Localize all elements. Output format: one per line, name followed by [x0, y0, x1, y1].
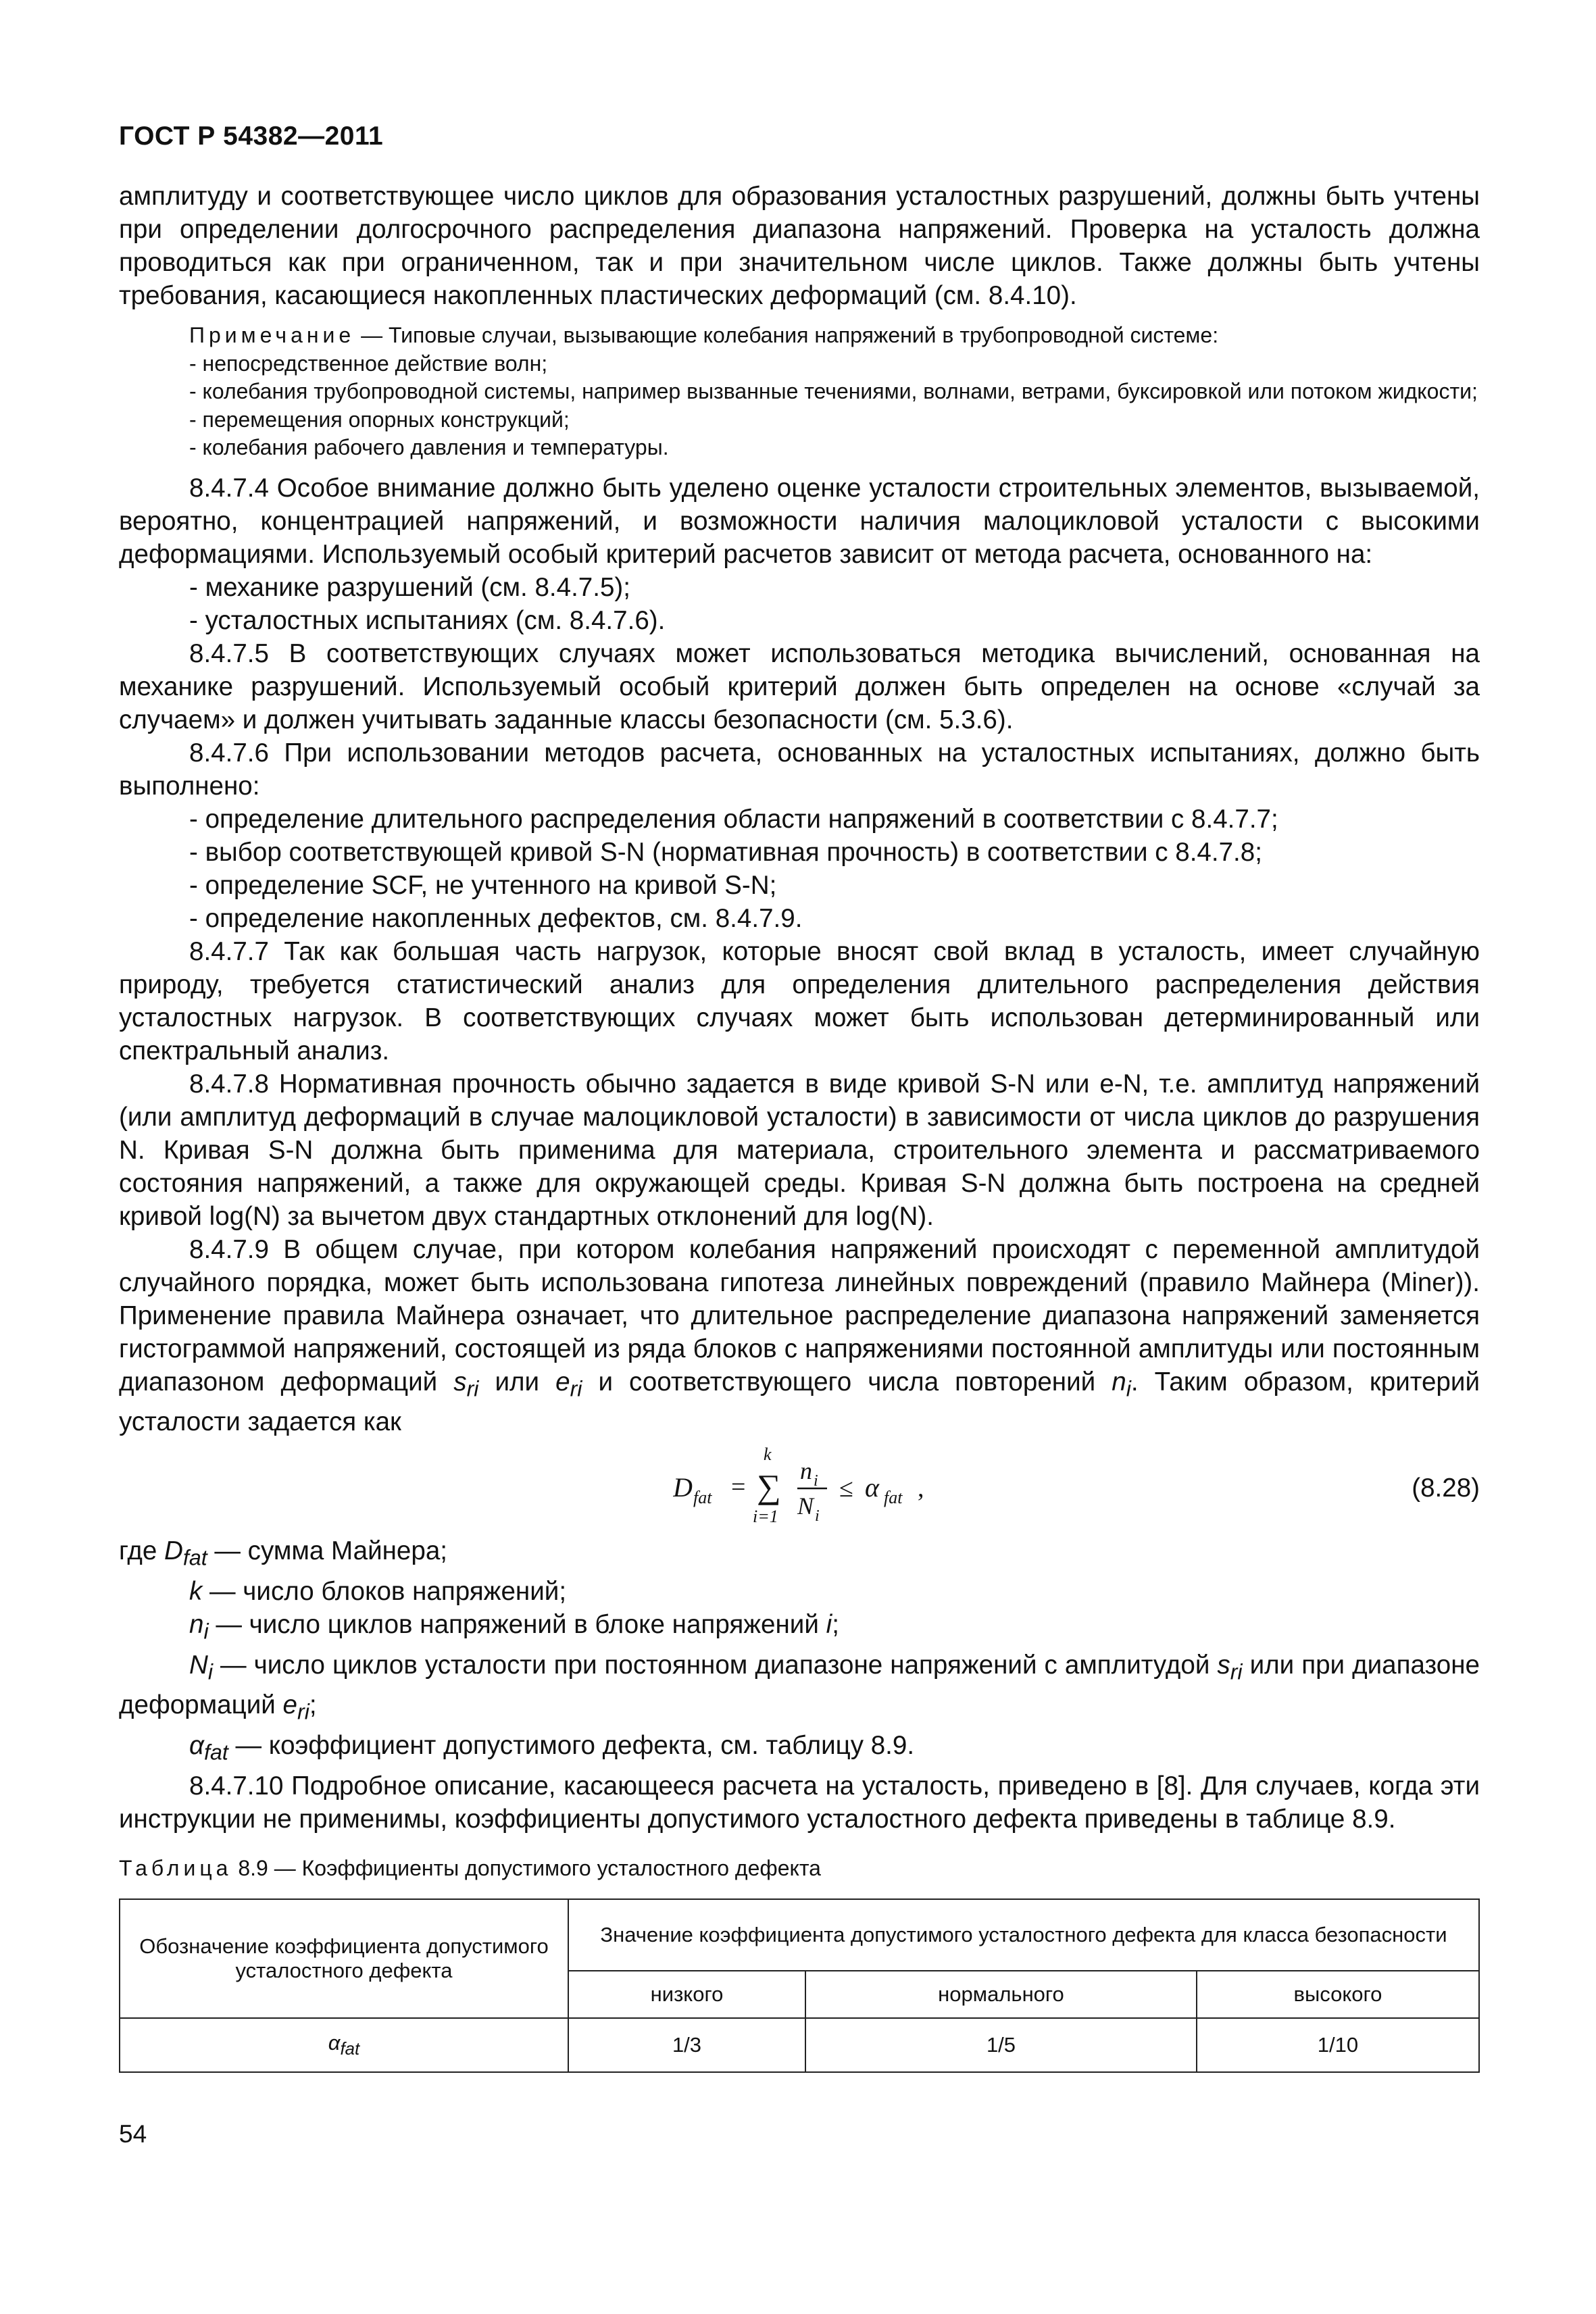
- legend-k: k — число блоков напряжений;: [189, 1576, 567, 1606]
- fatigue-defect-table: [119, 1898, 1480, 2073]
- note-item: - колебания рабочего давления и температуры.: [189, 435, 669, 459]
- document-header: ГОСТ Р 54382—2011: [119, 122, 384, 151]
- clause-8475: 8.4.7.5 В соответствующих случаях может использоваться методика вычислений, основанная на механике разрушений. Используемый особый критерий должен быть определен на основе «случай за случаем» и должен учитывать заданные классы безопасности (см. 5.3.6).: [119, 638, 1480, 734]
- note-item: - колебания трубопроводной системы, например вызванные течениями, волнами, ветрами, буксировкой или потоком жидкости;: [189, 379, 1478, 403]
- list-item: - определение накопленных дефектов, см. 8.4.7.9.: [189, 903, 803, 933]
- formula-legend: [119, 1534, 1480, 1836]
- formula-d-sub: fat: [693, 1488, 712, 1508]
- formula-sum-bottom: i=1: [753, 1507, 778, 1527]
- clause-8477: 8.4.7.7 Так как большая часть нагрузок, которые вносят свой вклад в усталость, имеет случайную природу, требуется статистический анализ для определения длительного распределения действия усталостных нагрузок. В соответствующих случаях может быть использован детерминированный или спектральный анализ.: [119, 936, 1480, 1065]
- note-item: - непосредственное действие волн;: [189, 351, 548, 376]
- formula-num-sub: i: [814, 1472, 818, 1490]
- formula-le: ≤: [839, 1474, 853, 1503]
- formula-alpha: α: [865, 1472, 879, 1503]
- clause-8478: 8.4.7.8 Нормативная прочность обычно задается в виде кривой S-N или e-N, т.е. амплитуд напряжений (или амплитуд деформаций в случае малоцикловой усталости) в зависимости от числа циклов до разрушения N. Кривая S-N должна быть применима для материала, строительного элемента и рассматриваемого состояния напряжений, а также для окружающей среды. Кривая S-N должна быть построена на средней кривой log(N) за вычетом двух стандартных отклонений для log(N).: [119, 1069, 1480, 1231]
- value-high: 1/10: [1197, 2018, 1479, 2072]
- note-text: — Типовые случаи, вызывающие колебания напряжений в трубопроводной системе:: [355, 323, 1219, 347]
- formula-alpha-sub: fat: [884, 1488, 903, 1508]
- list-item: - механике разрушений (см. 8.4.7.5);: [189, 572, 630, 602]
- formula-den-sub: i: [815, 1507, 820, 1526]
- formula-tail: ,: [918, 1474, 924, 1503]
- legend-alpha: $\alpha_{fat}$ — коэффициент допустимого дефекта, см. таблицу 8.9.: [189, 1731, 915, 1765]
- row-symbol: $\alpha_{fat}$: [120, 2018, 568, 2072]
- sub-header-normal: нормального: [805, 1971, 1197, 2018]
- sub-header-high: высокого: [1197, 1971, 1479, 2018]
- formula-den: N: [797, 1492, 814, 1520]
- formula-sum-top: k: [764, 1444, 772, 1465]
- table-caption: Таблица 8.9 — Коэффициенты допустимого усталостного дефекта: [119, 1855, 821, 1880]
- legend-N: $N_i$ — число циклов усталости при постоянном диапазоне напряжений с амплитудой $s_{ri}$ или при диапазоне деформаций $e_{ri}$;: [119, 1650, 1480, 1725]
- formula-eq: =: [731, 1473, 746, 1502]
- clause-8476: 8.4.7.6 При использовании методов расчета, основанных на усталостных испытаниях, должно быть выполнено:: [119, 738, 1480, 801]
- clause-8479: 8.4.7.9 В общем случае, при котором колебания напряжений происходят с переменной амплитудой случайного порядка, может быть использована гипотеза линейных повреждений (правило Майнера (Miner)). Применение правила Майнера означает, что длительное распределение диапазона напряжений заменяется гистограммой напряжений, состоящей из ряда блоков с напряжениями постоянной амплитуды или постоянным диапазоном деформаций $s_{ri}$ или $e_{ri}$ и соответствующего числа повторений $n_i$. Таким образом, критерий усталости задается как: [119, 1234, 1480, 1437]
- list-item: - выбор соответствующей кривой S-N (нормативная прочность) в соответствии с 8.4.7.8;: [189, 837, 1262, 867]
- sub-header-low: низкого: [568, 1971, 805, 2018]
- clause-84710: 8.4.7.10 Подробное описание, касающееся расчета на усталость, приведено в [8]. Для случаев, когда эти инструкции не применимы, коэффициенты допустимого усталостного дефекта приведены в таблице 8.9.: [119, 1771, 1480, 1834]
- note-label: Примечание: [189, 323, 355, 347]
- intro-paragraph: амплитуду и соответствующее число циклов для образования усталостных разрушений, должны быть учтены при определении долгосрочного распределения диапазона напряжений. Проверка на усталость должна проводиться как при ограниченном, так и при значительном числе циклов. Также должны быть учтены требования, касающиеся накопленных пластических деформаций (см. 8.4.10).: [119, 182, 1480, 310]
- list-item: - определение длительного распределения области напряжений в соответствии с 8.4.7.7;: [189, 804, 1278, 834]
- formula-num: n: [800, 1457, 812, 1485]
- col1-header: Обозначение коэффициента допустимого усталостного дефекта: [120, 1899, 568, 2018]
- clause-8474: 8.4.7.4 Особое внимание должно быть уделено оценке усталости строительных элементов, вызываемой, вероятно, концентрацией напряжений, и возможности наличия малоцикловой усталости с высокими деформациями. Используемый особый критерий расчетов зависит от метода расчета, основанного на:: [119, 473, 1480, 569]
- page-number: 54: [119, 2120, 147, 2148]
- value-normal: 1/5: [805, 2018, 1197, 2072]
- main-text: [119, 180, 1480, 1438]
- formula-number: (8.28): [1412, 1474, 1480, 1503]
- formula-sum-sign: ∑: [757, 1467, 781, 1506]
- note-block: [119, 322, 1480, 462]
- note-item: - перемещения опорных конструкций;: [189, 407, 570, 432]
- value-low: 1/3: [568, 2018, 805, 2072]
- formula-8-28: [119, 1444, 1480, 1530]
- legend-n: $n_i$ — число циклов напряжений в блоке напряжений i;: [189, 1609, 839, 1644]
- miner-sum-formula: [673, 1444, 1078, 1530]
- group-header: Значение коэффициента допустимого усталостного дефекта для класса безопасности: [568, 1899, 1479, 1971]
- list-item: - усталостных испытаниях (см. 8.4.7.6).: [189, 605, 666, 635]
- legend-d: где $D_{fat}$ — сумма Майнера;: [119, 1536, 448, 1570]
- formula-d: D: [673, 1472, 693, 1503]
- list-item: - определение SCF, не учтенного на кривой S-N;: [189, 870, 777, 900]
